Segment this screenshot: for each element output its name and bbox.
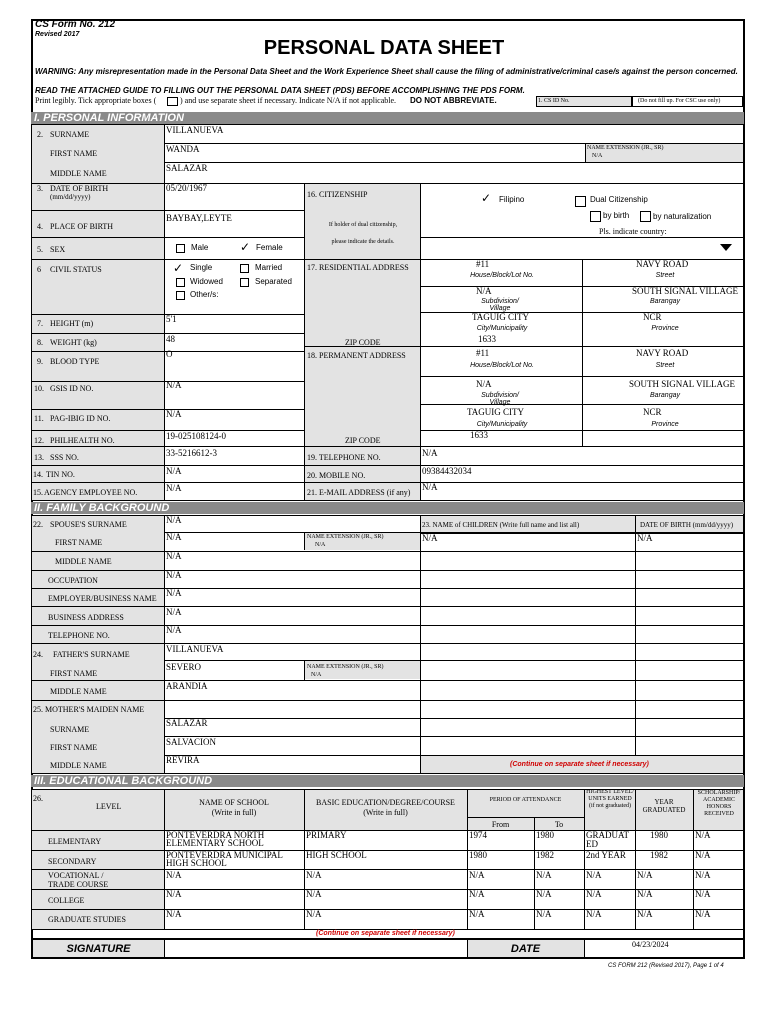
philhealth-label: PHILHEALTH NO. xyxy=(50,436,115,445)
male-checkbox[interactable] xyxy=(176,244,185,253)
spouse-telephone-label: TELEPHONE NO. xyxy=(48,631,110,640)
date-label: DATE xyxy=(510,943,541,955)
res-zip-value[interactable]: 1633 xyxy=(478,334,496,344)
separated-label: Separated xyxy=(255,277,292,286)
num-5: 5. xyxy=(37,245,43,254)
res-subd-value[interactable]: N/A xyxy=(476,286,492,296)
num-10: 10. xyxy=(34,384,44,393)
period-header: PERIOD OF ATTENDANCE xyxy=(489,797,562,803)
csc-use-note: (Do not fill up. For CSC use only) xyxy=(638,98,721,104)
res-subd-caption: Subdivision/ Village xyxy=(481,298,519,312)
num-2: 2. xyxy=(37,130,43,139)
citizenship-note-1: If holder of dual citizenship, xyxy=(328,222,398,228)
perm-city-value[interactable]: TAGUIG CITY xyxy=(467,407,525,417)
perm-street-caption: Street xyxy=(655,362,675,369)
by-birth-checkbox[interactable] xyxy=(590,211,601,222)
citizenship-note-2: please indicate the details. xyxy=(331,239,395,245)
education-continue-note: (Continue on separate sheet if necessary) xyxy=(316,930,455,937)
spouse-middle-value[interactable]: N/A xyxy=(166,551,182,561)
edu-course[interactable]: HIGH SCHOOL xyxy=(306,850,367,860)
edu-units[interactable]: N/A xyxy=(586,870,602,880)
spouse-ext-label: NAME EXTENSION (JR., SR) xyxy=(307,534,384,540)
units-header: HIGHEST LEVEL/ UNITS EARNED (if not graduated) xyxy=(586,789,634,809)
edu-to[interactable]: N/A xyxy=(536,870,552,880)
edu-to[interactable]: N/A xyxy=(536,889,552,899)
form-revision: Revised 2017 xyxy=(35,31,80,38)
philhealth-value[interactable]: 19-025108124-0 xyxy=(166,431,226,441)
middle-name-value[interactable]: SALAZAR xyxy=(166,163,208,173)
spouse-surname-label: SPOUSE'S SURNAME xyxy=(50,520,127,529)
sss-label: SSS NO. xyxy=(50,453,79,462)
height-label: HEIGHT (m) xyxy=(50,319,94,328)
spouse-ext-value[interactable]: N/A xyxy=(315,542,326,548)
edu-honors[interactable]: N/A xyxy=(695,870,711,880)
by-naturalization-label: by naturalization xyxy=(653,212,712,221)
from-header: From xyxy=(491,820,510,829)
perm-street-value[interactable]: NAVY ROAD xyxy=(636,348,689,358)
edu-from[interactable]: 1980 xyxy=(469,850,487,860)
mother-middle-value[interactable]: REVIRA xyxy=(166,755,200,765)
children-dob-label: DATE OF BIRTH (mm/dd/yyyy) xyxy=(640,521,734,529)
num-4: 4. xyxy=(37,222,43,231)
res-brgy-caption: Barangay xyxy=(650,298,680,305)
female-label: Female xyxy=(256,243,283,252)
mother-surname-label: SURNAME xyxy=(50,725,90,734)
num-26: 26. xyxy=(33,794,43,803)
employer-value[interactable]: N/A xyxy=(166,588,182,598)
weight-label: WEIGHT (kg) xyxy=(50,338,97,347)
res-prov-value[interactable]: NCR xyxy=(643,312,662,322)
num-25: 25. xyxy=(33,705,43,714)
filipino-check-icon[interactable]: ✓ xyxy=(481,191,492,205)
first-name-value[interactable]: WANDA xyxy=(166,144,200,154)
res-street-caption: Street xyxy=(655,272,675,279)
mother-surname-value[interactable]: SALAZAR xyxy=(166,718,208,728)
father-middle-label: MIDDLE NAME xyxy=(50,687,107,696)
gsis-value[interactable]: N/A xyxy=(166,380,182,390)
country-dropdown-icon[interactable] xyxy=(720,244,732,251)
others-checkbox[interactable] xyxy=(176,291,185,300)
edu-to[interactable]: 1980 xyxy=(536,830,554,840)
edu-school[interactable]: PONTEVERDRA MUNICIPAL HIGH SCHOOL xyxy=(166,850,283,868)
cs-id-label: 1. CS ID No. xyxy=(538,98,570,104)
employer-label: EMPLOYER/BUSINESS NAME xyxy=(48,594,157,603)
edu-year[interactable]: 1982 xyxy=(650,850,668,860)
pagibig-value[interactable]: N/A xyxy=(166,409,182,419)
occupation-label: OCCUPATION xyxy=(48,576,98,585)
num-12: 12. xyxy=(34,436,44,445)
surname-value[interactable]: VILLANUEVA xyxy=(166,125,224,135)
res-house-value[interactable]: #11 xyxy=(476,259,490,269)
res-city-caption: City/Municipality xyxy=(476,325,528,332)
dob-value[interactable]: 05/20/1967 xyxy=(166,183,208,193)
scholarship-header: SCHOLARSHIP/ ACADEMIC HONORS RECEIVED xyxy=(697,790,741,817)
edu-to[interactable]: 1982 xyxy=(536,850,554,860)
business-address-value[interactable]: N/A xyxy=(166,607,182,617)
spouse-first-value[interactable]: N/A xyxy=(166,532,182,542)
perm-house-caption: House/Block/Lot No. xyxy=(470,362,534,369)
edu-school[interactable]: N/A xyxy=(166,870,182,880)
dual-citizenship-label: Dual Citizenship xyxy=(590,195,648,204)
others-label: Other/s: xyxy=(190,290,219,299)
num-3: 3. xyxy=(37,184,43,193)
country-label: Pls. indicate country: xyxy=(599,227,667,236)
first-name-label: FIRST NAME xyxy=(50,149,98,158)
citizenship-label: 16. CITIZENSHIP xyxy=(307,190,368,199)
telephone-value[interactable]: N/A xyxy=(422,448,438,458)
agency-no-label: AGENCY EMPLOYEE NO. xyxy=(44,488,138,497)
num-7: 7. xyxy=(37,319,43,328)
perm-zip-label: ZIP CODE xyxy=(345,436,381,445)
perm-brgy-value[interactable]: SOUTH SIGNAL VILLAGE xyxy=(629,379,735,389)
edu-units[interactable]: N/A xyxy=(586,909,602,919)
pob-value[interactable]: BAYBAY,LEYTE xyxy=(166,213,232,223)
business-address-label: BUSINESS ADDRESS xyxy=(48,613,124,622)
spouse-first-label: FIRST NAME xyxy=(55,538,103,547)
filipino-label: Filipino xyxy=(499,195,525,204)
edu-level: SECONDARY xyxy=(48,857,97,866)
edu-honors[interactable]: N/A xyxy=(695,830,711,840)
perm-subd-caption: Subdivision/ Village xyxy=(481,392,519,406)
children-label: 23. NAME of CHILDREN (Write full name and list all) xyxy=(422,521,580,529)
residential-address-label: 17. RESIDENTIAL ADDRESS xyxy=(307,263,409,272)
date-value[interactable]: 04/23/2024 xyxy=(632,940,669,949)
father-middle-value[interactable]: ARANDIA xyxy=(166,681,208,691)
level-header: LEVEL xyxy=(96,802,122,811)
single-label: Single xyxy=(190,263,213,272)
edu-honors[interactable]: N/A xyxy=(695,909,711,919)
edu-to[interactable]: N/A xyxy=(536,909,552,919)
pagibig-label: PAG-IBIG ID NO. xyxy=(50,414,111,423)
by-birth-label: by birth xyxy=(603,211,630,220)
weight-value[interactable]: 48 xyxy=(166,334,175,344)
permanent-address-label: 18. PERMANENT ADDRESS xyxy=(307,351,406,360)
signature-field[interactable] xyxy=(166,940,466,957)
tin-value[interactable]: N/A xyxy=(166,466,182,476)
email-value[interactable]: N/A xyxy=(422,482,438,492)
school-header-note: (Write in full) xyxy=(211,808,257,817)
mobile-value[interactable]: 09384432034 xyxy=(422,466,472,476)
child-dob-value[interactable]: N/A xyxy=(637,533,653,543)
name-ext-label: NAME EXTENSION (JR., SR) xyxy=(587,145,664,151)
num-24: 24. xyxy=(33,650,43,659)
edu-course[interactable]: PRIMARY xyxy=(306,830,347,840)
edu-units[interactable]: GRADUATED xyxy=(586,830,630,849)
widowed-label: Widowed xyxy=(190,277,223,286)
father-first-label: FIRST NAME xyxy=(50,669,98,678)
mother-maiden-label: MOTHER'S MAIDEN NAME xyxy=(45,705,145,714)
sex-label: SEX xyxy=(50,245,66,254)
perm-city-caption: City/Municipality xyxy=(476,421,528,428)
dob-label: DATE OF BIRTH xyxy=(50,184,109,193)
sss-value[interactable]: 33-5216612-3 xyxy=(166,448,217,458)
spouse-surname-value[interactable]: N/A xyxy=(166,515,182,525)
edu-course[interactable]: N/A xyxy=(306,870,322,880)
edu-level: GRADUATE STUDIES xyxy=(48,915,126,924)
num-13: 13. xyxy=(34,453,44,462)
section-family-background: II. FAMILY BACKGROUND xyxy=(31,502,744,514)
no-abbreviate: DO NOT ABBREVIATE. xyxy=(410,96,497,105)
page-footer: CS FORM 212 (Revised 2017), Page 1 of 4 xyxy=(608,963,724,969)
perm-brgy-caption: Barangay xyxy=(650,392,680,399)
father-first-value[interactable]: SEVERO xyxy=(166,662,202,672)
married-checkbox[interactable] xyxy=(240,264,249,273)
edu-honors[interactable]: N/A xyxy=(695,850,711,860)
section-personal-info: I. PERSONAL INFORMATION xyxy=(31,112,744,124)
to-header: To xyxy=(554,820,564,829)
tin-label: TIN NO. xyxy=(46,470,75,479)
spouse-telephone-value[interactable]: N/A xyxy=(166,625,182,635)
perm-prov-caption: Province xyxy=(651,421,679,428)
edu-school[interactable]: N/A xyxy=(166,909,182,919)
res-zip-label: ZIP CODE xyxy=(345,338,381,347)
res-street-value[interactable]: NAVY ROAD xyxy=(636,259,689,269)
occupation-value[interactable]: N/A xyxy=(166,570,182,580)
edu-year[interactable]: N/A xyxy=(637,889,653,899)
male-label: Male xyxy=(191,243,209,252)
pob-label: PLACE OF BIRTH xyxy=(50,222,114,231)
edu-units[interactable]: N/A xyxy=(586,889,602,899)
edu-from[interactable]: N/A xyxy=(469,909,485,919)
edu-school[interactable]: N/A xyxy=(166,889,182,899)
perm-subd-value[interactable]: N/A xyxy=(476,379,492,389)
num-11: 11. xyxy=(34,414,44,423)
num-22: 22. xyxy=(33,520,43,529)
father-surname-value[interactable]: VILLANUEVA xyxy=(166,644,224,654)
perm-prov-value[interactable]: NCR xyxy=(643,407,662,417)
married-label: Married xyxy=(255,263,283,272)
num-15: 15. xyxy=(33,488,43,497)
middle-name-label: MIDDLE NAME xyxy=(50,169,107,178)
instruction-text-2: ) and use separate sheet if necessary. Indicate N/A if not applicable. xyxy=(180,96,397,105)
dual-citizenship-checkbox[interactable] xyxy=(575,196,586,207)
edu-year[interactable]: 1980 xyxy=(650,830,668,840)
spouse-middle-label: MIDDLE NAME xyxy=(55,557,112,566)
dob-format: (mm/dd/yyyy) xyxy=(50,193,91,201)
edu-from[interactable]: N/A xyxy=(469,870,485,880)
mobile-label: 20. MOBILE NO. xyxy=(307,471,366,480)
mother-first-value[interactable]: SALVACION xyxy=(166,737,217,747)
res-house-caption: House/Block/Lot No. xyxy=(470,272,534,279)
edu-honors[interactable]: N/A xyxy=(695,889,711,899)
edu-units[interactable]: 2nd YEAR xyxy=(586,850,626,860)
telephone-label: 19. TELEPHONE NO. xyxy=(307,453,381,462)
edu-course[interactable]: N/A xyxy=(306,909,322,919)
female-check-icon[interactable]: ✓ xyxy=(240,240,251,254)
num-14: 14. xyxy=(33,470,43,479)
by-naturalization-checkbox[interactable] xyxy=(640,211,651,222)
agency-no-value[interactable]: N/A xyxy=(166,483,182,493)
father-surname-label: FATHER'S SURNAME xyxy=(53,650,130,659)
edu-level: ELEMENTARY xyxy=(48,837,102,846)
edu-course[interactable]: N/A xyxy=(306,889,322,899)
edu-year[interactable]: N/A xyxy=(637,870,653,880)
child-name-value[interactable]: N/A xyxy=(422,533,438,543)
edu-from[interactable]: 1974 xyxy=(469,830,487,840)
surname-label: SURNAME xyxy=(50,130,90,139)
page-title: PERSONAL DATA SHEET xyxy=(263,37,505,59)
name-ext-value[interactable]: N/A xyxy=(592,153,603,159)
year-graduated-header: YEAR GRADUATED xyxy=(642,798,686,814)
separated-checkbox[interactable] xyxy=(240,278,249,287)
edu-from[interactable]: N/A xyxy=(469,889,485,899)
signature-label: SIGNATURE xyxy=(66,943,131,955)
num-6: 6 xyxy=(37,265,41,274)
instruction-text: Print legibly. Tick appropriate boxes ( xyxy=(35,96,157,105)
tick-sample-box xyxy=(167,97,178,106)
blood-type-label: BLOOD TYPE xyxy=(50,357,100,366)
gsis-label: GSIS ID NO. xyxy=(50,384,94,393)
email-label: 21. E-MAIL ADDRESS (if any) xyxy=(307,488,411,497)
perm-zip-value[interactable]: 1633 xyxy=(470,430,488,440)
perm-house-value[interactable]: #11 xyxy=(476,348,490,358)
height-value[interactable]: 5'1 xyxy=(166,314,177,324)
father-ext-value[interactable]: N/A xyxy=(311,672,322,678)
res-prov-caption: Province xyxy=(651,325,679,332)
num-9: 9. xyxy=(37,357,43,366)
father-ext-label: NAME EXTENSION (JR., SR) xyxy=(307,664,384,670)
mother-middle-label: MIDDLE NAME xyxy=(50,761,107,770)
section-educational-background: III. EDUCATIONAL BACKGROUND xyxy=(31,775,744,787)
edu-level: VOCATIONAL / TRADE COURSE xyxy=(48,871,109,889)
course-header-note: (Write in full) xyxy=(363,808,408,817)
res-brgy-value[interactable]: SOUTH SIGNAL VILLAGE xyxy=(632,286,738,296)
school-header: NAME OF SCHOOL xyxy=(199,798,269,807)
edu-year[interactable]: N/A xyxy=(637,909,653,919)
blood-type-value[interactable]: O xyxy=(166,349,173,359)
family-continue-note: (Continue on separate sheet if necessary) xyxy=(510,761,649,768)
res-city-value[interactable]: TAGUIG CITY xyxy=(472,312,530,322)
civil-status-label: CIVIL STATUS xyxy=(50,265,102,274)
widowed-checkbox[interactable] xyxy=(176,278,185,287)
warning-text: WARNING: Any misrepresentation made in the Personal Data Sheet and the Work Experience Sheet shall cause the filing of administrative/criminal case/s against the person concerned. xyxy=(35,67,738,76)
course-header: BASIC EDUCATION/DEGREE/COURSE xyxy=(316,798,455,807)
edu-school[interactable]: PONTEVERDRA NORTH ELEMENTARY SCHOOL xyxy=(166,830,265,848)
num-8: 8. xyxy=(37,338,43,347)
guide-text: READ THE ATTACHED GUIDE TO FILLING OUT THE PERSONAL DATA SHEET (PDS) BEFORE ACCOMPLISHING THE PDS FORM. xyxy=(35,86,525,95)
single-check-icon[interactable]: ✓ xyxy=(173,261,184,275)
mother-first-label: FIRST NAME xyxy=(50,743,98,752)
edu-level: COLLEGE xyxy=(48,896,85,905)
form-number: CS Form No. 212 xyxy=(35,19,116,30)
